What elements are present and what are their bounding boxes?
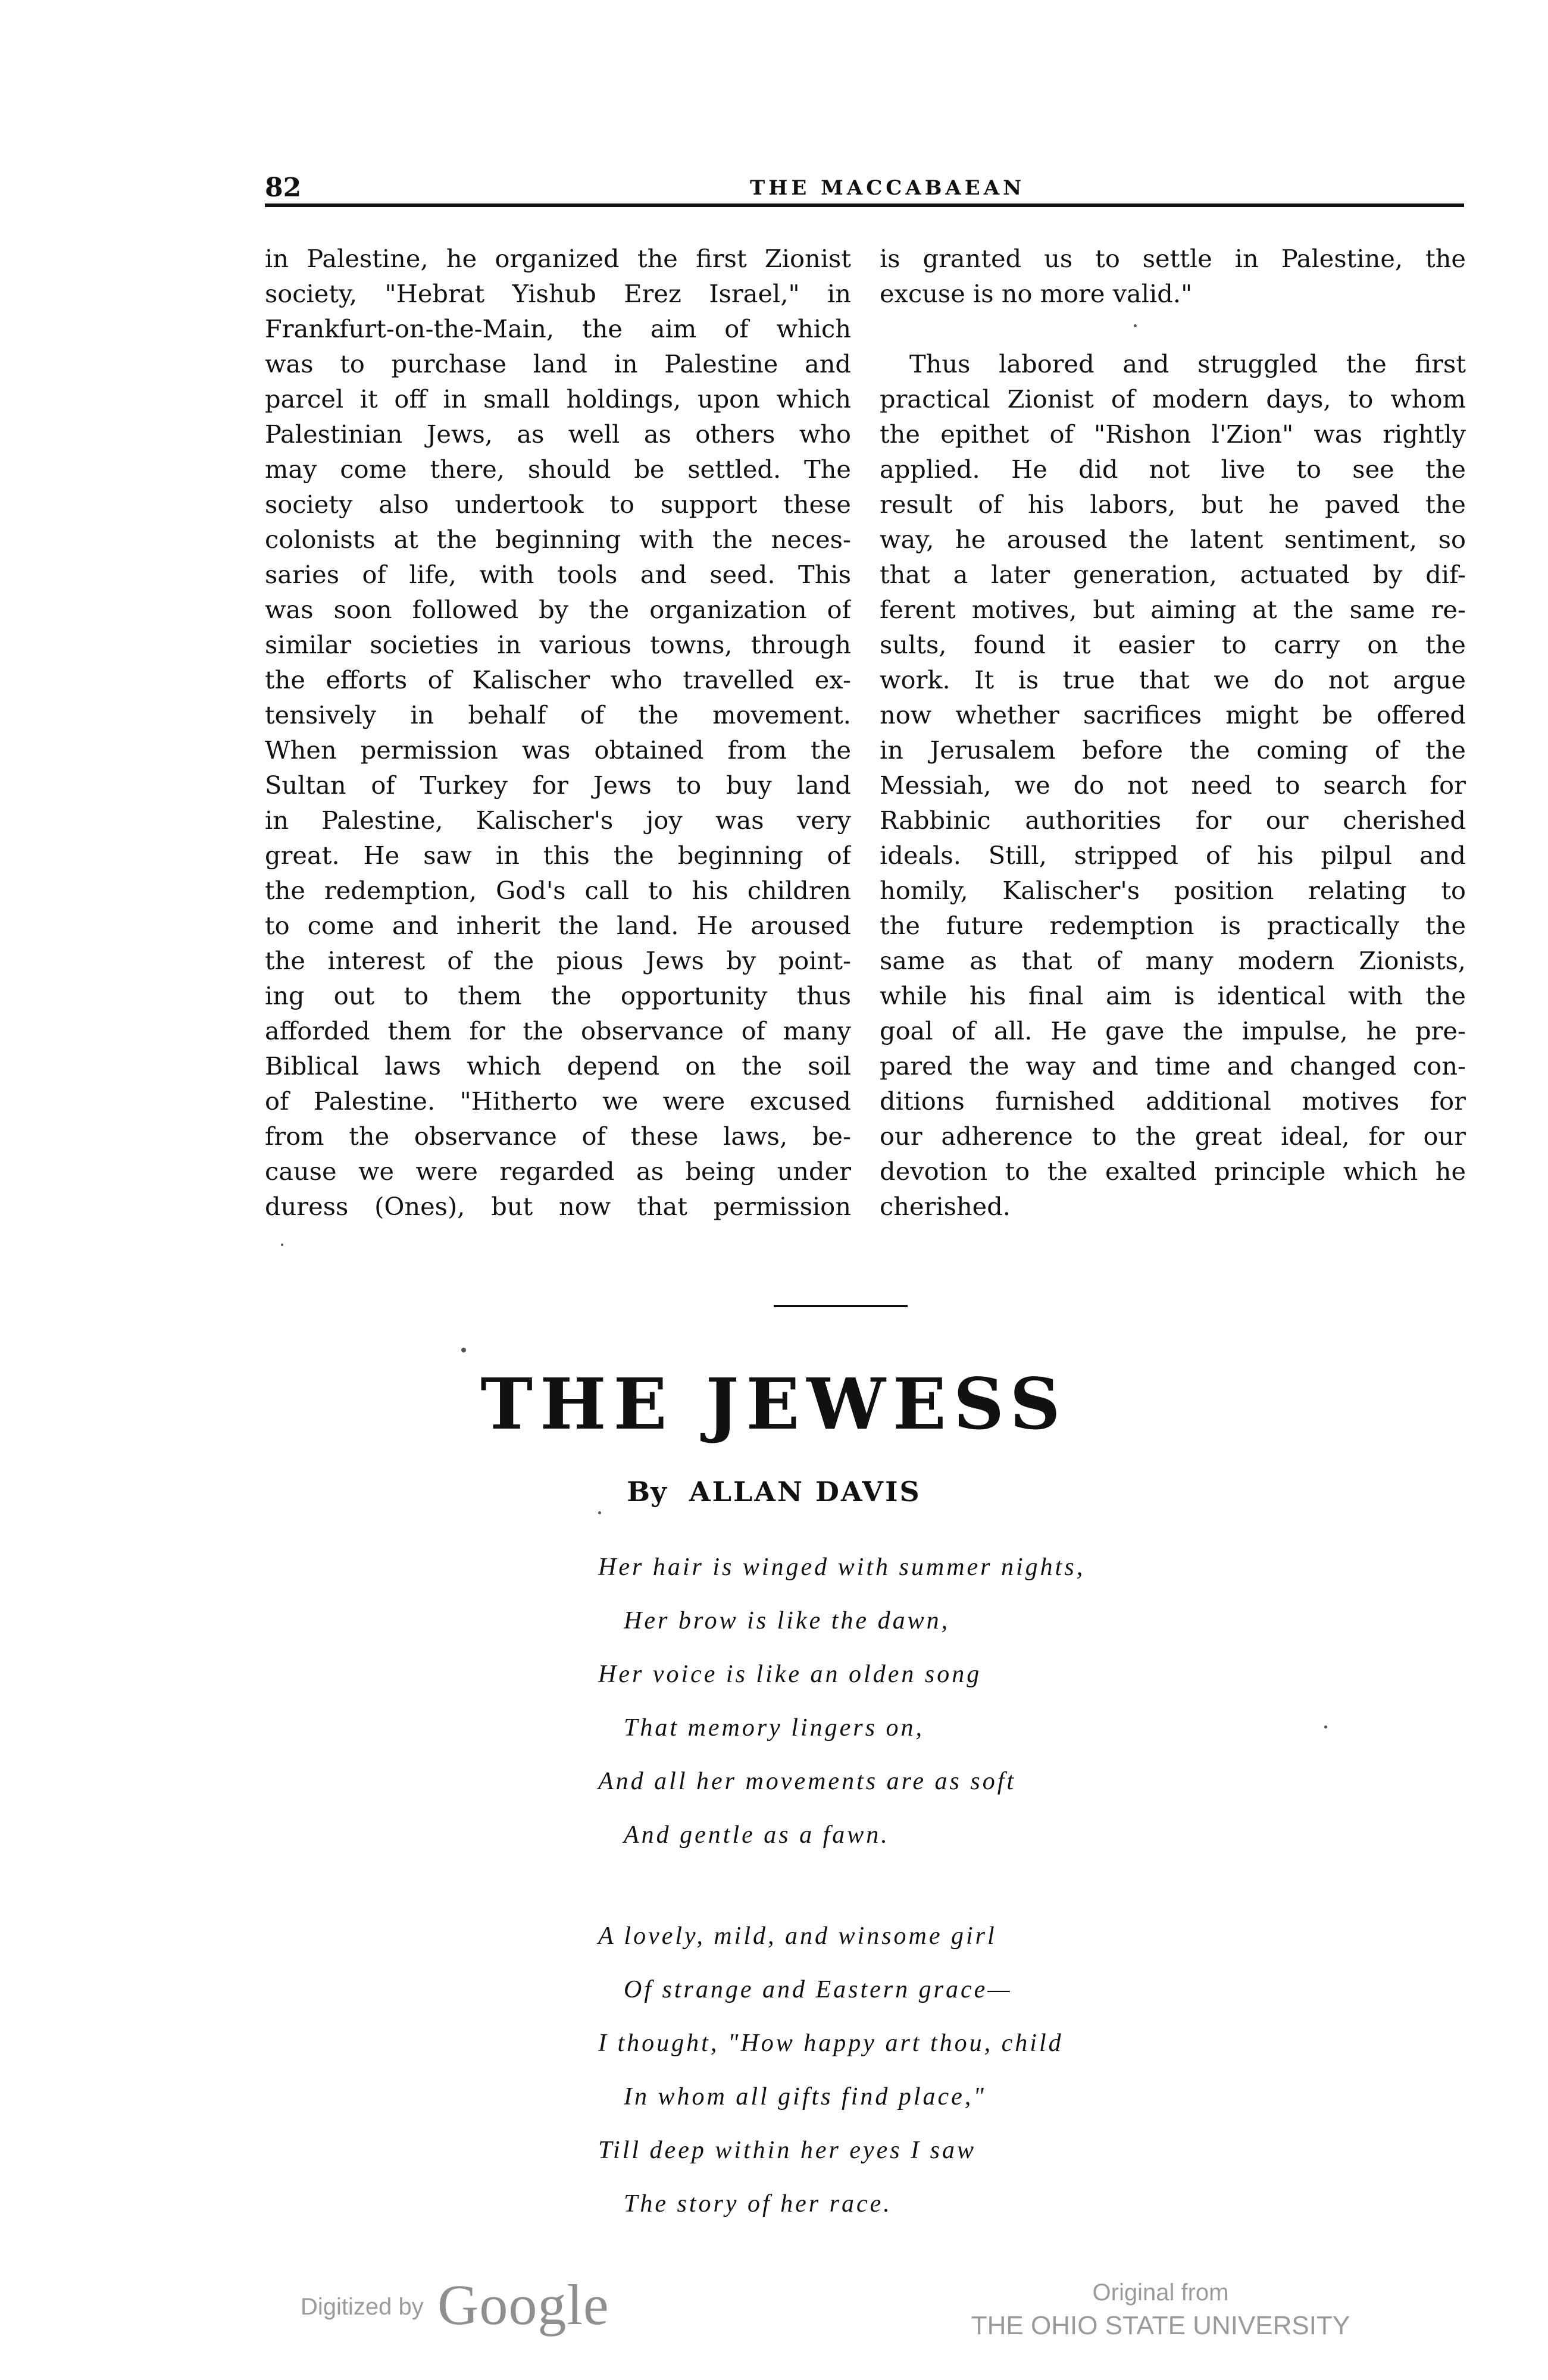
text-line: in Palestine, Kalischer's joy was very	[265, 806, 851, 835]
text-line: may come there, should be settled. The	[265, 455, 851, 484]
section-divider	[774, 1305, 908, 1307]
text-line: was to purchase land in Palestine and	[265, 349, 851, 378]
text-line: our adherence to the great ideal, for our	[880, 1122, 1466, 1151]
text-line: now whether sacrifices might be offered	[880, 700, 1466, 729]
text-line: while his final aim is identical with the	[880, 981, 1466, 1010]
poem-author: ALLAN DAVIS	[689, 1476, 921, 1508]
poem-verse-line: And gentle as a fawn.	[624, 1821, 890, 1849]
paragraph-gap	[880, 311, 1466, 346]
digitized-by-label: Digitized by	[301, 2294, 424, 2320]
text-line: is granted us to settle in Palestine, the	[880, 244, 1466, 273]
text-line: practical Zionist of modern days, to whom	[880, 384, 1466, 414]
article-left-column	[265, 241, 851, 1224]
text-line: Biblical laws which depend on the soil	[265, 1051, 851, 1081]
poem-verse-line: Of strange and Eastern grace—	[624, 1976, 1012, 2003]
text-line: the future redemption is practically the	[880, 911, 1466, 940]
running-head: THE MACCABAEAN	[750, 176, 1025, 200]
scan-speck	[1324, 1726, 1327, 1728]
poem-verse-line: A lovely, mild, and winsome girl	[598, 1922, 997, 1950]
text-line: from the observance of these laws, be-	[265, 1122, 851, 1151]
scan-speck	[281, 1244, 283, 1246]
text-line: applied. He did not live to see the	[880, 455, 1466, 484]
poem-verse-line: Till deep within her eyes I saw	[598, 2137, 976, 2164]
text-line: excuse is no more valid."	[880, 279, 1193, 308]
article-right-column	[880, 241, 1466, 1224]
poem-verse-line: Her brow is like the dawn,	[624, 1607, 950, 1634]
scan-speck	[1134, 324, 1137, 327]
google-logo: Google	[437, 2273, 609, 2337]
text-line: afforded them for the observance of many	[265, 1016, 851, 1045]
text-line: similar societies in various towns, through	[265, 630, 851, 659]
text-line: ferent motives, but aiming at the same re-	[880, 595, 1466, 624]
text-line: goal of all. He gave the impulse, he pre-	[880, 1016, 1466, 1045]
text-line: way, he aroused the latent sentiment, so	[880, 525, 1466, 554]
poem-verse-line: In whom all gifts find place,"	[624, 2083, 986, 2110]
text-line: colonists at the beginning with the neces-	[265, 525, 851, 554]
text-line: the redemption, God's call to his children	[265, 876, 851, 905]
text-line: Messiah, we do not need to search for	[880, 771, 1466, 800]
byline-prefix: By	[627, 1476, 667, 1508]
poem-verse-line: Her hair is winged with summer nights,	[598, 1554, 1086, 1581]
text-line: the epithet of "Rishon l'Zion" was rightly	[880, 419, 1466, 449]
page-number: 82	[265, 173, 302, 203]
poem-verse-line: That memory lingers on,	[624, 1714, 924, 1742]
poem-title: THE JEWESS	[480, 1363, 1068, 1445]
text-line: pared the way and time and changed con-	[880, 1051, 1466, 1081]
original-from-label: Original from	[1092, 2279, 1229, 2306]
text-line: parcel it off in small holdings, upon which	[265, 384, 851, 414]
text-line: cause we were regarded as being under	[265, 1157, 851, 1186]
text-line: cherished.	[880, 1192, 1011, 1221]
text-line: of Palestine. "Hitherto we were excused	[265, 1086, 851, 1116]
scan-speck	[461, 1348, 466, 1352]
text-line: work. It is true that we do not argue	[880, 665, 1466, 694]
text-line: Palestinian Jews, as well as others who	[265, 419, 851, 449]
text-line: ditions furnished additional motives for	[880, 1086, 1466, 1116]
text-line: that a later generation, actuated by dif-	[880, 560, 1466, 589]
text-line: ideals. Still, stripped of his pilpul and	[880, 841, 1466, 870]
poem-verse-line: The story of her race.	[624, 2190, 892, 2218]
scan-speck	[598, 1511, 601, 1514]
text-line: same as that of many modern Zionists,	[880, 946, 1466, 975]
text-line: great. He saw in this the beginning of	[265, 841, 851, 870]
text-line: was soon followed by the organization of	[265, 595, 851, 624]
text-line: the interest of the pious Jews by point-	[265, 946, 851, 975]
text-line: in Palestine, he organized the first Zionist	[265, 244, 851, 273]
text-line: society, "Hebrat Yishub Erez Israel," in	[265, 279, 851, 308]
text-line: in Jerusalem before the coming of the	[880, 735, 1466, 765]
poem-byline	[0, 1476, 1548, 1508]
header-rule	[265, 203, 1464, 207]
text-line: saries of life, with tools and seed. This	[265, 560, 851, 589]
text-line: sults, found it easier to carry on the	[880, 630, 1466, 659]
text-line: to come and inherit the land. He aroused	[265, 911, 851, 940]
text-line: devotion to the exalted principle which he	[880, 1157, 1466, 1186]
text-line: tensively in behalf of the movement.	[265, 700, 851, 729]
institution-name: THE OHIO STATE UNIVERSITY	[971, 2311, 1350, 2340]
original-from-credit	[893, 2276, 1428, 2343]
text-line: ing out to them the opportunity thus	[265, 981, 851, 1010]
text-line: When permission was obtained from the	[265, 735, 851, 765]
poem-verse-line: Her voice is like an olden song	[598, 1661, 982, 1688]
text-line: society also undertook to support these	[265, 490, 851, 519]
text-line: homily, Kalischer's position relating to	[880, 876, 1466, 905]
text-line: Sultan of Turkey for Jews to buy land	[265, 771, 851, 800]
text-line: duress (Ones), but now that permission	[265, 1192, 851, 1221]
text-line: Rabbinic authorities for our cherished	[880, 806, 1466, 835]
poem-verse-line: And all her movements are as soft	[598, 1768, 1017, 1795]
text-line: Frankfurt-on-the-Main, the aim of which	[265, 314, 851, 343]
poem-verse-line: I thought, "How happy art thou, child	[598, 2030, 1064, 2057]
text-line: the efforts of Kalischer who travelled ex-	[265, 665, 851, 694]
text-line: result of his labors, but he paved the	[880, 490, 1466, 519]
text-line: Thus labored and struggled the first	[909, 349, 1466, 378]
